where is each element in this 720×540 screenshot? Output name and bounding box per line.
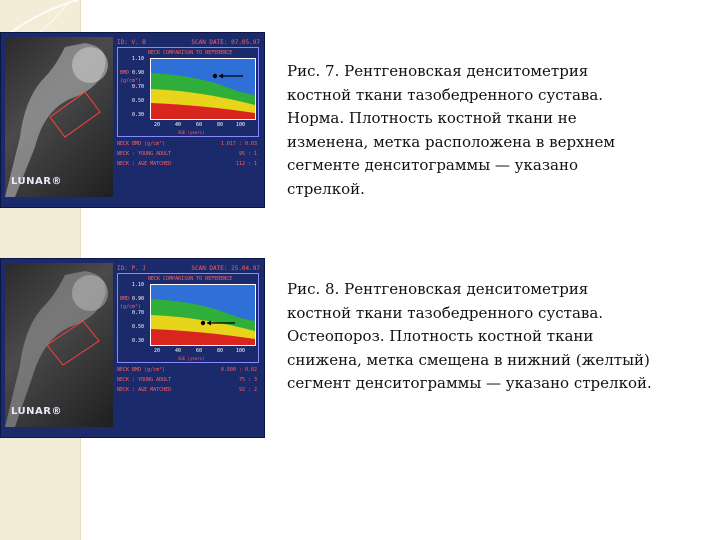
y-tick: 0.90: [132, 296, 145, 302]
stat-value: 112 : 1: [235, 161, 257, 167]
stat-label: NECK : YOUNG ADULT: [117, 151, 172, 157]
y-axis-unit: (g/cm²): [120, 78, 142, 84]
densitometry-screen-figure-8: [0, 258, 265, 438]
zone-bands: [151, 285, 255, 345]
patient-id: ID: P. J: [117, 265, 146, 272]
stats-row: [117, 139, 257, 149]
graph-title: NECK COMPARISON TO REFERENCE: [148, 50, 233, 56]
stats-row: [117, 365, 257, 375]
stat-value: 0.600 : 0.02: [220, 367, 257, 373]
stat-value: 75 : 3: [238, 377, 257, 383]
x-tick: 100: [236, 122, 246, 128]
figure-8-caption: [287, 278, 707, 396]
hip-xray-image: [5, 37, 113, 197]
stat-label: NECK BMD (g/cm²): [117, 367, 166, 373]
y-tick: 0.30: [132, 338, 145, 344]
y-tick: 0.30: [132, 112, 145, 118]
x-axis-label: AGE (years): [178, 130, 205, 135]
x-tick: 20: [154, 348, 161, 354]
x-tick: 60: [196, 348, 203, 354]
stat-label: NECK BMD (g/cm²): [117, 141, 166, 147]
x-axis-label: AGE (years): [178, 356, 205, 361]
y-tick: 0.50: [132, 98, 145, 104]
caption-line: изменена, метка расположена в верхнем: [287, 132, 616, 151]
x-tick: 80: [217, 122, 224, 128]
y-axis-unit: (g/cm²): [120, 304, 142, 310]
zone-plot: [150, 58, 256, 120]
caption-line: сегменте денситограммы — указано: [287, 156, 578, 174]
scan-date: SCAN DATE: 25.04.97: [191, 265, 260, 272]
zone-plot: [150, 284, 256, 346]
stat-label: NECK : AGE MATCHED: [117, 161, 172, 167]
caption-line: снижена, метка смещена в нижний (желтый): [287, 350, 650, 369]
stats-row: [117, 159, 257, 169]
stat-value: 92 : 2: [238, 387, 257, 393]
x-tick: 60: [196, 122, 203, 128]
y-axis-label: BMD: [120, 70, 130, 76]
caption-line: Рис. 8. Рентгеновская денситометрия: [287, 280, 589, 298]
reference-graph: [117, 273, 259, 363]
densitometry-screen-figure-7: [0, 32, 265, 208]
patient-id: ID: V. B: [117, 39, 146, 46]
caption-line: костной ткани тазобедренного сустава.: [287, 303, 604, 322]
caption-line: Остеопороз. Плотность костной ткани: [287, 327, 594, 345]
scan-date: SCAN DATE: 07.05.97: [191, 39, 260, 46]
y-tick: 0.70: [132, 84, 145, 90]
figure-7-caption: [287, 60, 707, 201]
y-tick: 0.70: [132, 310, 145, 316]
stats-row: [117, 149, 257, 159]
caption-line: сегмент денситограммы — указано стрелкой.: [287, 374, 652, 392]
hip-xray-image: [5, 263, 113, 427]
x-tick: 40: [175, 122, 182, 128]
reference-graph: [117, 47, 259, 137]
graph-title: NECK COMPARISON TO REFERENCE: [148, 276, 233, 282]
y-axis-label: BMD: [120, 296, 130, 302]
zone-bands: [151, 59, 255, 119]
bmd-stats: [117, 139, 257, 169]
x-tick: 100: [236, 348, 246, 354]
caption-line: костной ткани тазобедренного сустава.: [287, 85, 604, 104]
caption-line: Рис. 7. Рентгеновская денситометрия: [287, 62, 589, 80]
x-tick: 40: [175, 348, 182, 354]
lunar-logo: LUNAR®: [11, 406, 62, 417]
caption-line: Норма. Плотность костной ткани не: [287, 109, 577, 127]
y-tick: 0.50: [132, 324, 145, 330]
x-tick: 20: [154, 122, 161, 128]
y-tick: 1.10: [132, 56, 145, 62]
caption-line: стрелкой.: [287, 179, 365, 198]
lunar-logo: LUNAR®: [11, 176, 62, 187]
stat-label: NECK : AGE MATCHED: [117, 387, 172, 393]
stat-label: NECK : YOUNG ADULT: [117, 377, 172, 383]
bmd-stats: [117, 365, 257, 395]
stat-value: 1.017 : 0.03: [220, 141, 257, 147]
y-tick: 0.90: [132, 70, 145, 76]
y-tick: 1.10: [132, 282, 145, 288]
stats-row: [117, 385, 257, 395]
stats-row: [117, 375, 257, 385]
stat-value: 95 : 1: [238, 151, 257, 157]
x-tick: 80: [217, 348, 224, 354]
